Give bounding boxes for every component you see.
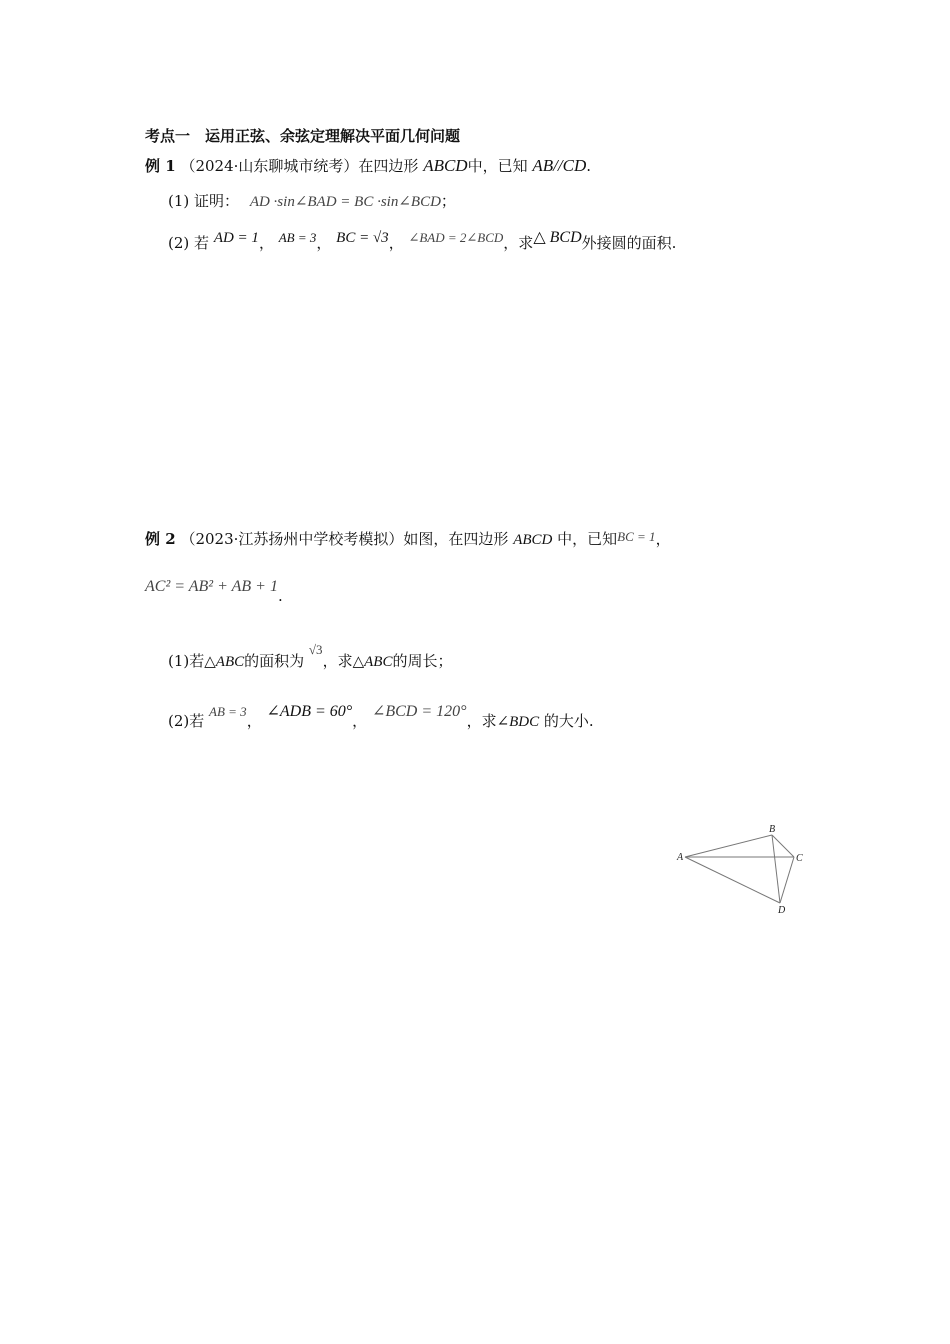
example2-part2-ask: ，求∠ xyxy=(466,712,510,730)
example1-part2-label: (2) 若 xyxy=(168,234,210,252)
edge-BD xyxy=(772,835,780,903)
example1-part2-c1: AD = 1 xyxy=(213,230,259,246)
figure-label-c: C xyxy=(796,853,803,864)
example2-part1-end: 的周长； xyxy=(392,652,453,670)
example2-given2-line: AC² = AB² + AB + 1. xyxy=(145,578,283,605)
example2-part1-text: 的面积为 xyxy=(244,652,305,670)
example2-part2-label: (2)若 xyxy=(168,712,205,730)
example2-quad: ABCD xyxy=(513,532,553,548)
example2-source: （2023·江苏扬州中学校考模拟） xyxy=(180,530,404,548)
example2-part1-tri: △ABC xyxy=(204,654,245,670)
example1-part1-end: ； xyxy=(440,192,456,210)
edge-CD xyxy=(780,857,794,903)
quadrilateral-figure xyxy=(670,815,810,920)
example2-given2: AC² = AB² + AB + 1 xyxy=(145,578,278,595)
example2-part2-c3: ∠BCD = 120° xyxy=(371,703,467,720)
example1-quad: ABCD xyxy=(423,156,468,175)
example2-part1-ask: ，求 xyxy=(322,652,353,670)
example1-part2-c3: BC = √3 xyxy=(336,230,389,246)
example1-part1-formula: AD ·sin∠BAD = BC ·sin∠BCD xyxy=(249,194,441,210)
example2-part2: (2)若 AB = 3， ∠ADB = 60°， ∠BCD = 120°，求∠BDC 的大小. xyxy=(168,703,594,730)
example1-source: （2024·山东聊城市统考） xyxy=(180,157,359,175)
figure-label-d: D xyxy=(778,905,786,916)
example1-end: . xyxy=(586,157,592,175)
example2-part2-end: 的大小. xyxy=(543,712,594,730)
example2-part1-value: √3 xyxy=(308,642,323,657)
example1-part1 xyxy=(168,190,456,211)
example1-part2: (2) 若 AD = 1， AB = 3， BC = √3， ∠BAD = 2∠BCD，求△ BCD外接圆的面积. xyxy=(168,229,677,252)
edge-BC xyxy=(772,835,794,857)
example1-part2-end: 外接圆的面积. xyxy=(581,234,677,252)
section-title: 考点一 运用正弦、余弦定理解决平面几何问题 xyxy=(145,127,461,145)
example1-text-a: 在四边形 xyxy=(358,157,419,175)
example2-part2-angle: BDC xyxy=(509,714,540,730)
example2-label: 例 2 xyxy=(145,530,176,548)
example1-part1-label: (1) 证明： xyxy=(168,192,240,210)
example1-statement xyxy=(145,155,591,176)
example2-part2-c1: AB = 3 xyxy=(209,704,247,719)
edge-AB xyxy=(685,835,772,857)
example1-label: 例 1 xyxy=(145,157,176,175)
example1-text-b: 中，已知 xyxy=(467,157,528,175)
example1-part2-c4: ∠BAD = 2∠BCD xyxy=(408,230,504,245)
example2-text-b: 中，已知 xyxy=(557,530,618,548)
figure-label-a: A xyxy=(677,852,684,863)
example2-part1 xyxy=(168,642,453,671)
example2-part1-label: (1)若 xyxy=(168,652,205,670)
example1-given: AB//CD xyxy=(532,156,587,175)
example2-given1: BC = 1 xyxy=(617,529,656,544)
example2-text-a: 如图，在四边形 xyxy=(403,530,509,548)
example2-part1-tri2: △ABC xyxy=(352,654,393,670)
figure-label-b: B xyxy=(769,824,776,835)
example1-part2-tri: △ BCD xyxy=(533,229,582,246)
example2-statement: 例 2 （2023·江苏扬州中学校考模拟）如图，在四边形 ABCD 中，已知BC = 1， xyxy=(145,529,671,548)
example1-part2-c2: AB = 3 xyxy=(278,230,317,245)
example2-part2-c2: ∠ADB = 60° xyxy=(266,703,353,720)
example1-part2-ask: ，求 xyxy=(503,234,534,252)
edge-AD xyxy=(685,857,780,903)
